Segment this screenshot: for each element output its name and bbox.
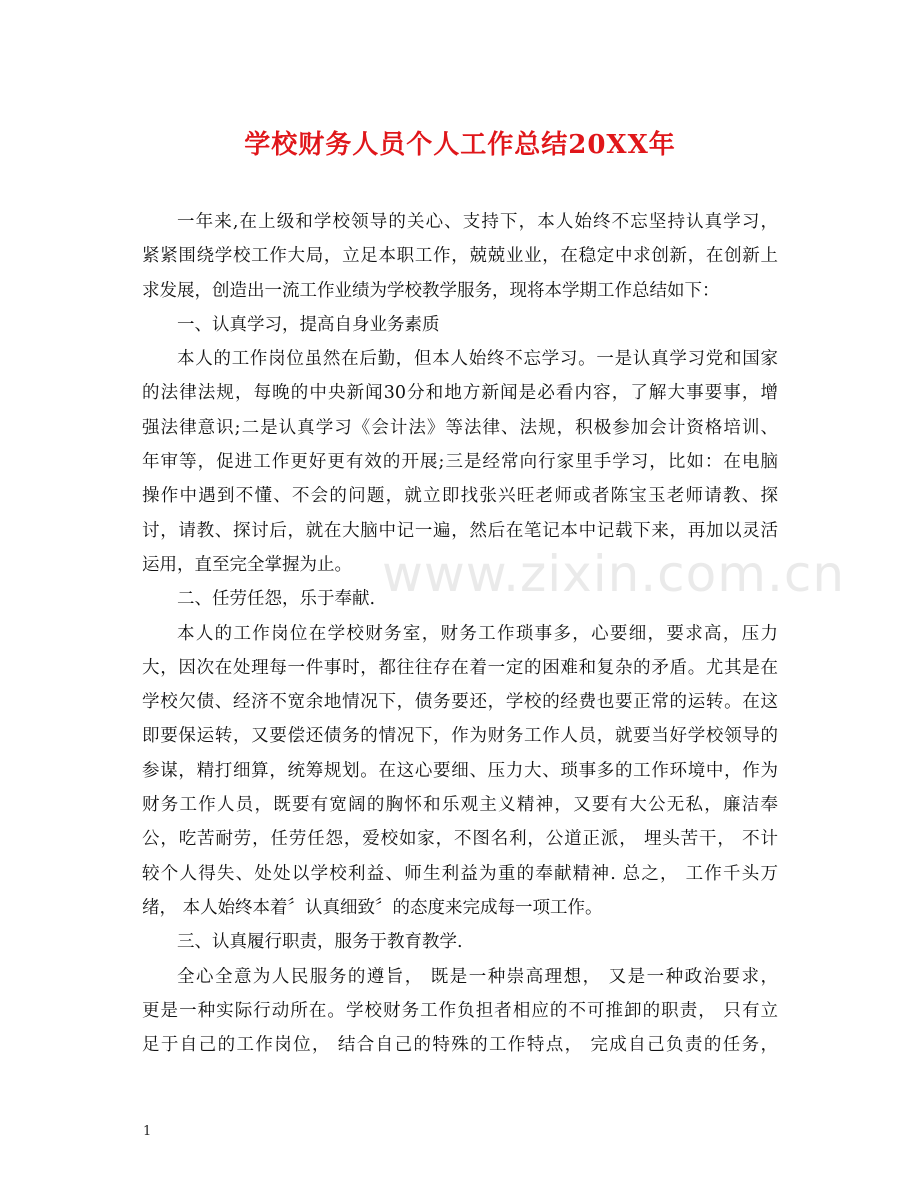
paragraph-line: 讨，请教、探讨后，就在大脑中记一遍，然后在笔记本中记载下来，再加以灵活 <box>142 520 778 541</box>
paragraph-line: 求发展，创造出一流工作业绩为学校教学服务，现将本学期工作总结如下： <box>142 280 720 301</box>
paragraph-line: 较个人得失、处处以学校利益、师生利益为重的奉献精神. 总之， 工作千头万 <box>142 863 778 884</box>
paragraph-line: 全心全意为人民服务的遵旨， 既是一种崇高理想， 又是一种政治要求， <box>177 966 778 987</box>
document-body <box>142 205 778 1062</box>
paragraph-line: 参谋，精打细算，统筹规划。在这心要细、压力大、琐事多的工作环境中，作为 <box>142 760 778 781</box>
paragraph-line: 紧紧围绕学校工作大局，立足本职工作，兢兢业业，在稳定中求创新，在创新上 <box>142 246 778 267</box>
section-heading: 三、认真履行职责，服务于教育教学. <box>177 932 463 953</box>
paragraph-line: 的法律法规，每晚的中央新闻30分和地方新闻是必看内容，了解大事要事，增 <box>142 383 778 404</box>
paragraph-line: 学校欠债、经济不宽余地情况下，债务要还，学校的经费也要正常的运转。在这 <box>142 692 778 713</box>
paragraph-line: 即要保运转，又要偿还债务的情况下，作为财务工作人员，就要当好学校领导的 <box>142 726 778 747</box>
document-title: 学校财务人员个人工作总结20XX年 <box>244 130 676 160</box>
paragraph-line: 本人的工作岗位虽然在后勤，但本人始终不忘学习。一是认真学习党和国家 <box>177 349 778 370</box>
paragraph-line: 操作中遇到不懂、不会的问题，就立即找张兴旺老师或者陈宝玉老师请教、探 <box>142 486 778 507</box>
paragraph-line: 强法律意识;二是认真学习《会计法》等法律、法规，积极参加会计资格培训、 <box>142 417 778 438</box>
paragraph-line: 足于自己的工作岗位， 结合自己的特殊的工作特点， 完成自己负责的任务， <box>142 1035 778 1056</box>
paragraph-line: 运用，直至完全掌握为止。 <box>142 554 352 575</box>
paragraph-line: 一年来,在上级和学校领导的关心、支持下，本人始终不忘坚持认真学习， <box>177 212 778 232</box>
paragraph-line: 更是一种实际行动所在。学校财务工作负担者相应的不可推卸的职责， 只有立 <box>142 1000 778 1021</box>
paragraph-line: 公，吃苦耐劳，任劳任怨，爱校如家，不图名利，公道正派， 埋头苦干， 不计 <box>142 829 778 850</box>
paragraph-line: 本人的工作岗位在学校财务室，财务工作琐事多，心要细，要求高，压力 <box>177 623 778 644</box>
paragraph-line: 大，因次在处理每一件事时，都往往存在着一定的困难和复杂的矛盾。尤其是在 <box>142 657 778 678</box>
section-heading: 二、任劳任怨，乐于奉献. <box>177 589 376 610</box>
watermark: www.zixin.com.cn <box>382 545 846 603</box>
paragraph-line: 财务工作人员，既要有宽阔的胸怀和乐观主义精神，又要有大公无私，廉洁奉 <box>142 795 778 816</box>
paragraph-line: 绪， 本人始终本着〞认真细致〞的态度来完成每一项工作。 <box>142 897 603 918</box>
section-heading: 一、认真学习，提高自身业务素质 <box>177 314 440 335</box>
page-number: 1 <box>143 1124 152 1139</box>
paragraph-line: 年审等，促进工作更好更有效的开展;三是经常向行家里手学习，比如：在电脑 <box>142 452 778 473</box>
